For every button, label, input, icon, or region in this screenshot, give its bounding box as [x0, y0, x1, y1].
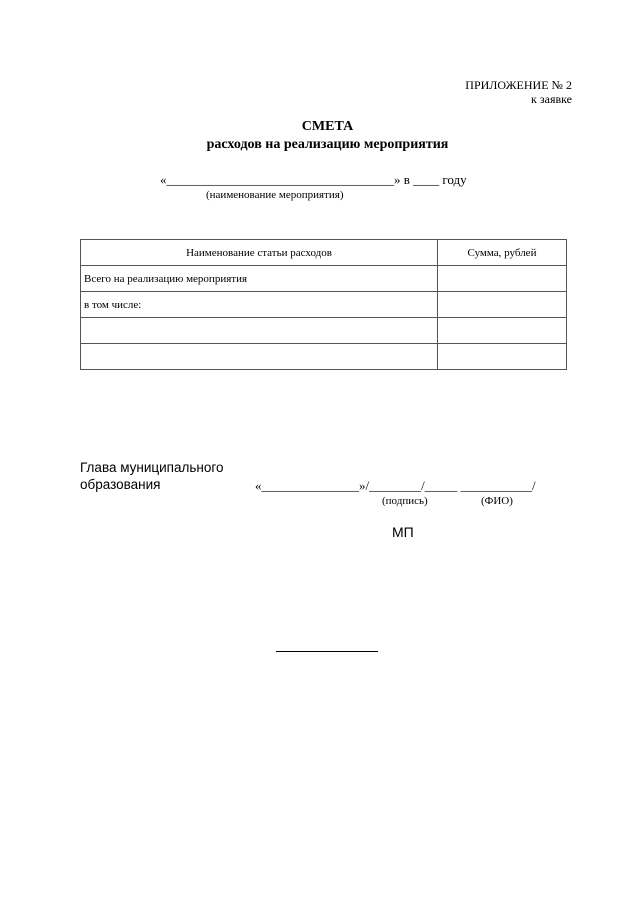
- table-cell-sum: [438, 344, 567, 370]
- table-cell-item: в том числе:: [81, 292, 438, 318]
- table-row: [81, 344, 567, 370]
- table-cell-sum: [438, 318, 567, 344]
- table-cell-item: [81, 344, 438, 370]
- signatory-position-label: Глава муниципального образования: [80, 460, 224, 492]
- signature-line: «_______________»/________/_____ ___________/: [255, 478, 536, 493]
- appendix-subtitle: к заявке: [531, 92, 572, 106]
- bottom-divider: [276, 651, 378, 652]
- table-cell-item: Всего на реализацию мероприятия: [81, 266, 438, 292]
- appendix-title: ПРИЛОЖЕНИЕ № 2: [465, 78, 572, 92]
- header-cell-item: Наименование статьи расходов: [81, 240, 438, 266]
- document-subtitle: расходов на реализацию мероприятия: [206, 137, 449, 152]
- table-cell-item: [81, 318, 438, 344]
- name-caption: (ФИО): [481, 495, 513, 507]
- document-title: СМЕТА: [301, 119, 354, 134]
- estimate-table: [80, 239, 567, 370]
- appendix-header: [465, 78, 572, 106]
- table-row: [81, 318, 567, 344]
- table-row: [81, 266, 567, 292]
- signature-caption: (подпись): [382, 495, 428, 507]
- stamp-label: МП: [392, 524, 414, 540]
- table-cell-sum: [438, 292, 567, 318]
- table-cell-sum: [438, 266, 567, 292]
- table-row: [81, 292, 567, 318]
- header-cell-sum: Сумма, рублей: [438, 240, 567, 266]
- event-name-line: «___________________________________» в ____ году: [160, 172, 467, 187]
- event-name-caption: (наименование мероприятия): [206, 189, 344, 201]
- table-header-row: [81, 240, 567, 266]
